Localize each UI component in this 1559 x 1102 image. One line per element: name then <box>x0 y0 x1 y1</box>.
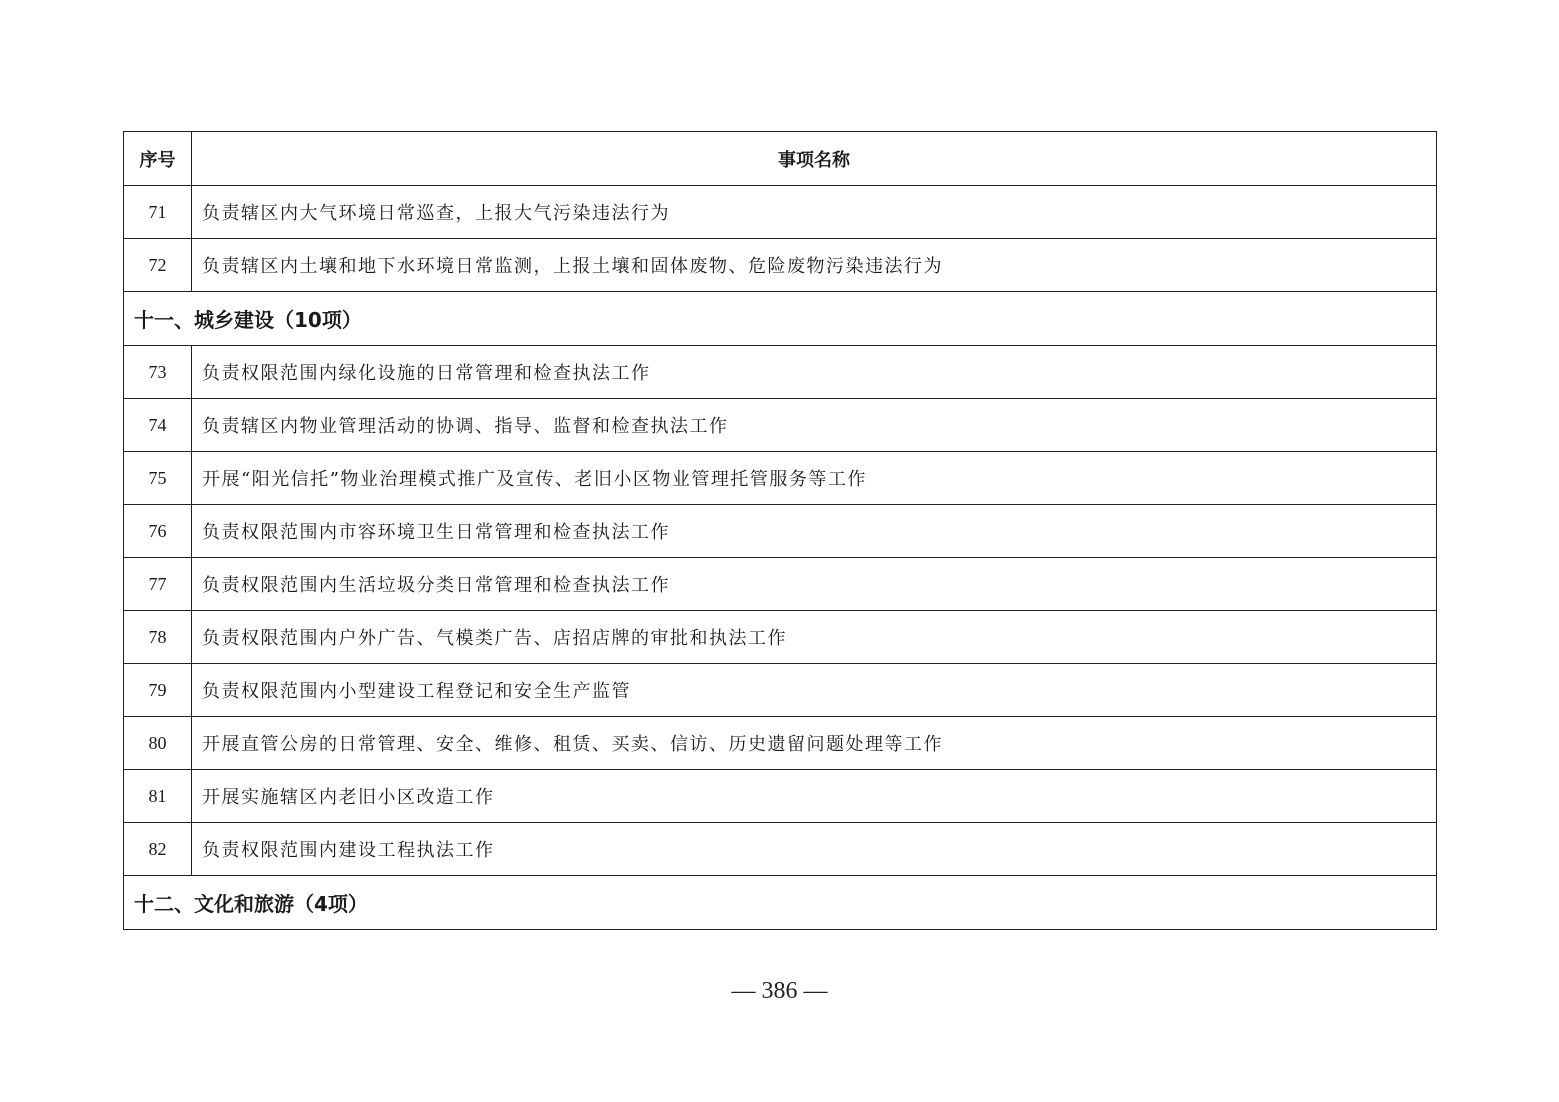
column-header-name: 事项名称 <box>192 132 1437 186</box>
row-number: 77 <box>124 558 192 611</box>
table-row <box>124 346 1437 399</box>
row-item-name: 负责权限范围内小型建设工程登记和安全生产监管 <box>192 664 1437 717</box>
table-body <box>124 186 1437 930</box>
row-number: 74 <box>124 399 192 452</box>
row-item-name: 负责辖区内土壤和地下水环境日常监测，上报土壤和固体废物、危险废物污染违法行为 <box>192 239 1437 292</box>
row-item-name: 负责辖区内物业管理活动的协调、指导、监督和检查执法工作 <box>192 399 1437 452</box>
table-row <box>124 399 1437 452</box>
row-number: 71 <box>124 186 192 239</box>
row-item-name: 开展“阳光信托”物业治理模式推广及宣传、老旧小区物业管理托管服务等工作 <box>192 452 1437 505</box>
table-row <box>124 823 1437 876</box>
section-row <box>124 876 1437 930</box>
table-row <box>124 664 1437 717</box>
row-number: 81 <box>124 770 192 823</box>
section-title: 十一、城乡建设（10项） <box>124 292 1437 346</box>
row-number: 80 <box>124 717 192 770</box>
row-item-name: 负责权限范围内绿化设施的日常管理和检查执法工作 <box>192 346 1437 399</box>
row-item-name: 负责辖区内大气环境日常巡查，上报大气污染违法行为 <box>192 186 1437 239</box>
row-item-name: 负责权限范围内户外广告、气模类广告、店招店牌的审批和执法工作 <box>192 611 1437 664</box>
section-row <box>124 292 1437 346</box>
row-number: 76 <box>124 505 192 558</box>
row-number: 79 <box>124 664 192 717</box>
row-item-name: 负责权限范围内市容环境卫生日常管理和检查执法工作 <box>192 505 1437 558</box>
row-number: 82 <box>124 823 192 876</box>
table-row <box>124 239 1437 292</box>
row-item-name: 开展实施辖区内老旧小区改造工作 <box>192 770 1437 823</box>
table-row <box>124 558 1437 611</box>
row-number: 73 <box>124 346 192 399</box>
table-row <box>124 611 1437 664</box>
row-number: 78 <box>124 611 192 664</box>
table-row <box>124 505 1437 558</box>
row-item-name: 负责权限范围内建设工程执法工作 <box>192 823 1437 876</box>
row-number: 72 <box>124 239 192 292</box>
table-row <box>124 770 1437 823</box>
table-header-row <box>124 132 1437 186</box>
table-row <box>124 186 1437 239</box>
row-item-name: 开展直管公房的日常管理、安全、维修、租赁、买卖、信访、历史遗留问题处理等工作 <box>192 717 1437 770</box>
table-row <box>124 452 1437 505</box>
row-item-name: 负责权限范围内生活垃圾分类日常管理和检查执法工作 <box>192 558 1437 611</box>
section-title: 十二、文化和旅游（4项） <box>124 876 1437 930</box>
page-number: — 386 — <box>731 978 828 1004</box>
matters-table <box>123 131 1437 930</box>
row-number: 75 <box>124 452 192 505</box>
table-row <box>124 717 1437 770</box>
column-header-number: 序号 <box>124 132 192 186</box>
